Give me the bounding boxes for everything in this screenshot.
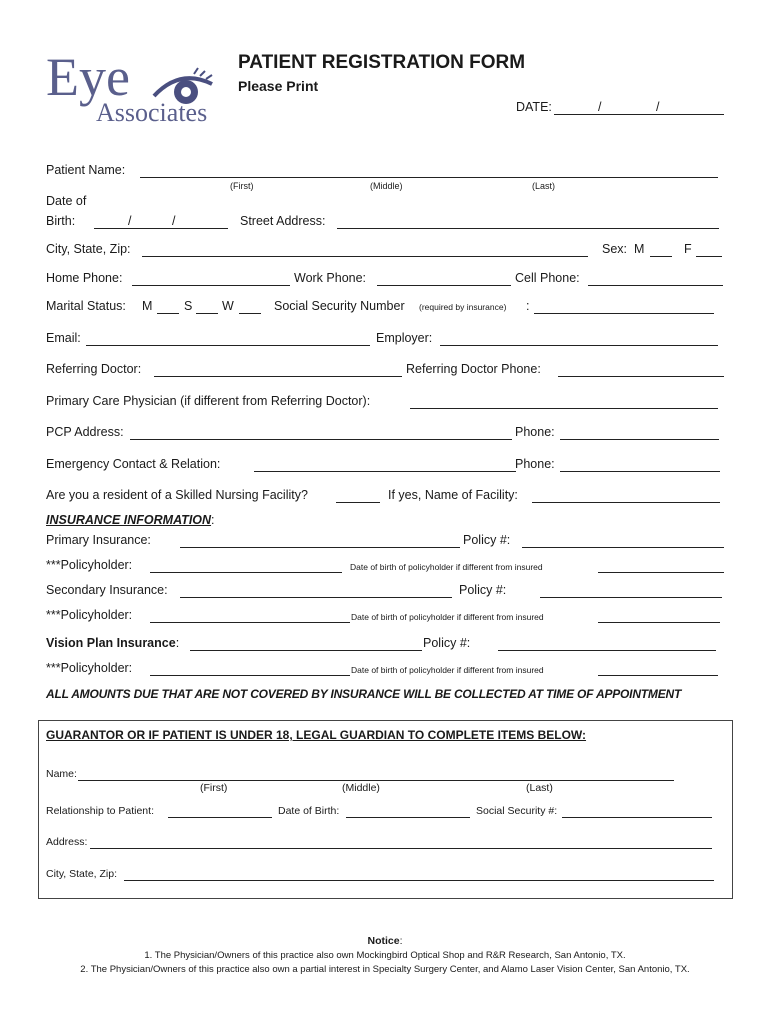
primary-policy-label: Policy #:	[463, 533, 511, 547]
primary-insurance-field[interactable]	[180, 547, 460, 548]
marital-s-field[interactable]	[196, 313, 218, 314]
work-phone-label: Work Phone:	[294, 271, 367, 285]
guarantor-middle-caption: (Middle)	[342, 782, 380, 794]
logo-word-associates: Associates	[96, 98, 208, 127]
guarantor-last-caption: (Last)	[526, 782, 553, 794]
sex-f-field[interactable]	[696, 256, 722, 257]
ssn-colon: :	[526, 299, 530, 313]
primary-insurance-label: Primary Insurance:	[46, 533, 151, 547]
footer-notice-colon: :	[399, 935, 403, 947]
home-phone-label: Home Phone:	[46, 271, 123, 285]
ssn-field[interactable]	[534, 313, 714, 314]
city-field[interactable]	[142, 256, 588, 257]
secondary-policy-label: Policy #:	[459, 583, 507, 597]
emergency-field[interactable]	[254, 471, 516, 472]
secondary-dob-note: Date of birth of policyholder if different from insured	[351, 612, 544, 622]
primary-policyholder-field[interactable]	[150, 572, 342, 573]
ssn-note: (required by insurance)	[419, 302, 507, 312]
date-slash-2: /	[656, 100, 660, 114]
primary-policyholder-dob-field[interactable]	[598, 572, 724, 573]
dob-slash-2: /	[172, 214, 176, 228]
email-label: Email:	[46, 331, 81, 345]
pcp-phone-label: Phone:	[515, 425, 555, 439]
secondary-policyholder-field[interactable]	[150, 622, 350, 623]
secondary-policyholder-dob-field[interactable]	[598, 622, 720, 623]
city-label: City, State, Zip:	[46, 242, 131, 256]
vision-insurance-label	[46, 636, 179, 650]
footer-notice-label: Notice	[367, 935, 400, 947]
insurance-heading-text: INSURANCE INFORMATION	[46, 513, 212, 527]
emergency-phone-label: Phone:	[515, 457, 555, 471]
guarantor-address-field[interactable]	[90, 848, 712, 849]
marital-m-label: M	[142, 299, 153, 313]
employer-field[interactable]	[440, 345, 718, 346]
footer-notice	[0, 935, 770, 947]
emergency-label: Emergency Contact & Relation:	[46, 457, 221, 471]
form-subtitle: Please Print	[238, 78, 319, 94]
insurance-notice: ALL AMOUNTS DUE THAT ARE NOT COVERED BY INSURANCE WILL BE COLLECTED AT TIME OF APPOINTMENT	[46, 687, 682, 701]
marital-m-field[interactable]	[157, 313, 179, 314]
sex-m-label: M	[634, 242, 645, 256]
work-phone-field[interactable]	[377, 285, 511, 286]
patient-name-field[interactable]	[140, 177, 718, 178]
dob-label-2: Birth:	[46, 214, 76, 228]
guarantor-ssn-label: Social Security #:	[476, 805, 558, 817]
guarantor-dob-label: Date of Birth:	[278, 805, 340, 817]
secondary-insurance-field[interactable]	[180, 597, 452, 598]
cell-phone-field[interactable]	[588, 285, 723, 286]
vision-policyholder-label: ***Policyholder:	[46, 661, 133, 675]
vision-dob-note: Date of birth of policyholder if different from insured	[351, 665, 544, 675]
marital-w-field[interactable]	[239, 313, 261, 314]
street-field[interactable]	[337, 228, 719, 229]
vision-policy-field[interactable]	[498, 650, 716, 651]
insurance-heading-colon: :	[211, 513, 215, 527]
pcp-address-label: PCP Address:	[46, 425, 124, 439]
primary-policy-field[interactable]	[522, 547, 724, 548]
primary-dob-note: Date of birth of policyholder if different from insured	[350, 562, 543, 572]
ref-doc-label: Referring Doctor:	[46, 362, 142, 376]
sex-f-label: F	[684, 242, 692, 256]
secondary-policyholder-label: ***Policyholder:	[46, 608, 133, 622]
ref-doc-phone-field[interactable]	[558, 376, 724, 377]
guarantor-city-label: City, State, Zip:	[46, 868, 117, 880]
guarantor-first-caption: (First)	[200, 782, 228, 794]
sex-label: Sex:	[602, 242, 628, 256]
pcp-label: Primary Care Physician (if different from Referring Doctor):	[46, 394, 371, 408]
vision-insurance-field[interactable]	[190, 650, 422, 651]
street-label: Street Address:	[240, 214, 326, 228]
guarantor-name-field[interactable]	[78, 780, 674, 781]
marital-s-label: S	[184, 299, 193, 313]
footer-line-1: 1. The Physician/Owners of this practice also own Mockingbird Optical Shop and R&R Research, San Antonio, TX.	[144, 950, 626, 961]
emergency-phone-field[interactable]	[560, 471, 720, 472]
employer-label: Employer:	[376, 331, 433, 345]
secondary-policy-field[interactable]	[540, 597, 722, 598]
guarantor-city-field[interactable]	[124, 880, 714, 881]
pcp-field[interactable]	[410, 408, 718, 409]
vision-policyholder-dob-field[interactable]	[598, 675, 718, 676]
primary-policyholder-label: ***Policyholder:	[46, 558, 133, 572]
footer-line-2: 2. The Physician/Owners of this practice also own a partial interest in Specialty Surgery Center, and Alamo Laser Vision Center, San Antonio, TX.	[80, 964, 690, 975]
logo-word-eye: Eye	[46, 47, 130, 107]
name-first-caption: (First)	[230, 181, 254, 191]
cell-phone-label: Cell Phone:	[515, 271, 580, 285]
snf-name-label: If yes, Name of Facility:	[388, 488, 518, 502]
relationship-label: Relationship to Patient:	[46, 805, 154, 817]
sex-m-field[interactable]	[650, 256, 672, 257]
vision-policyholder-field[interactable]	[150, 675, 350, 676]
guarantor-name-label: Name:	[46, 768, 77, 780]
guarantor-ssn-field[interactable]	[562, 817, 712, 818]
patient-name-label: Patient Name:	[46, 163, 126, 177]
ssn-label: Social Security Number	[274, 299, 405, 313]
insurance-heading	[46, 513, 215, 527]
date-field[interactable]	[554, 114, 724, 115]
name-last-caption: (Last)	[532, 181, 556, 191]
pcp-phone-field[interactable]	[560, 439, 719, 440]
marital-label: Marital Status:	[46, 299, 126, 313]
ref-doc-field[interactable]	[154, 376, 402, 377]
date-label: DATE:	[516, 100, 552, 114]
ref-doc-phone-label: Referring Doctor Phone:	[406, 362, 541, 376]
form-title: PATIENT REGISTRATION FORM	[238, 52, 526, 73]
dob-slash-1: /	[128, 214, 132, 228]
snf-field[interactable]	[336, 502, 380, 503]
relationship-field[interactable]	[168, 817, 272, 818]
email-field[interactable]	[86, 345, 370, 346]
secondary-insurance-label: Secondary Insurance:	[46, 583, 168, 597]
vision-insurance-colon: :	[175, 636, 180, 650]
vision-insurance-text: Vision Plan Insurance	[46, 636, 176, 650]
vision-policy-label: Policy #:	[423, 636, 471, 650]
guarantor-address-label: Address:	[46, 836, 88, 848]
guarantor-dob-field[interactable]	[346, 817, 470, 818]
name-middle-caption: (Middle)	[370, 181, 403, 191]
dob-label-1: Date of	[46, 194, 87, 208]
guarantor-heading: GUARANTOR OR IF PATIENT IS UNDER 18, LEGAL GUARDIAN TO COMPLETE ITEMS BELOW:	[46, 728, 587, 742]
marital-w-label: W	[222, 299, 234, 313]
home-phone-field[interactable]	[132, 285, 290, 286]
date-slash-1: /	[598, 100, 602, 114]
pcp-address-field[interactable]	[130, 439, 512, 440]
snf-name-field[interactable]	[532, 502, 720, 503]
snf-label: Are you a resident of a Skilled Nursing Facility?	[46, 488, 308, 502]
dob-field[interactable]	[94, 228, 228, 229]
